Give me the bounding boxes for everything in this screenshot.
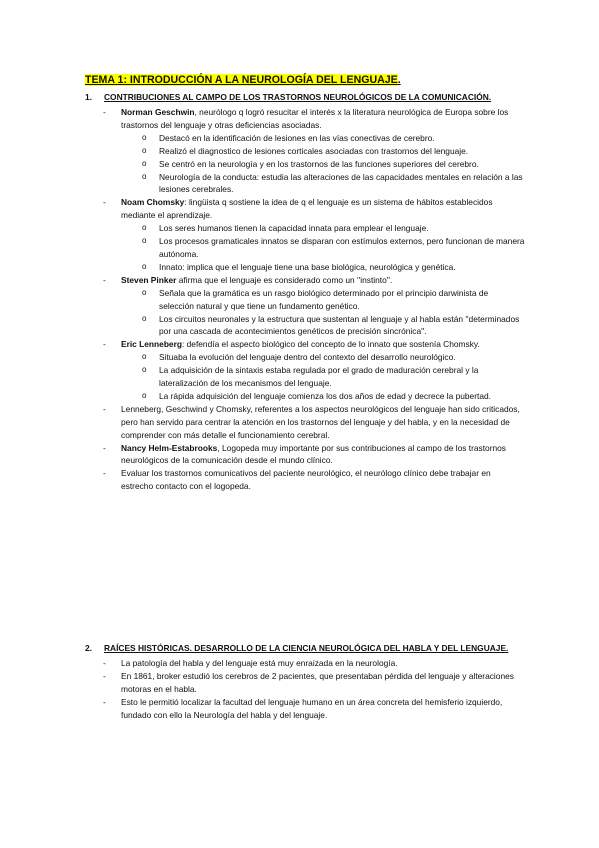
circle-bullet: o	[142, 171, 147, 181]
sub-item-text: La rápida adquisición del lenguaje comienza los dos años de edad y decrece la pubertad.	[159, 390, 491, 401]
list-item	[103, 338, 525, 351]
list-item-text	[121, 106, 525, 132]
sub-item-text: Neurología de la conducta: estudia las alteraciones de las capacidades mentales en relación a las lesiones cerebrales.	[159, 171, 523, 195]
dash-bullet: -	[103, 403, 106, 414]
sub-list-item	[142, 287, 525, 313]
dash-bullet: -	[103, 658, 106, 668]
list-item-text: Evaluar los trastornos comunicativos del paciente neurológico, el neurólogo clínico debe trabajar en estrecho contacto con el logopeda.	[121, 468, 491, 492]
circle-bullet: o	[142, 390, 147, 400]
sub-list-item	[142, 222, 525, 235]
person-name: Nancy Helm-Estabrooks	[121, 442, 218, 453]
dash-bullet: -	[103, 442, 106, 453]
section-heading	[85, 91, 525, 103]
sub-list-item	[142, 390, 525, 403]
circle-bullet: o	[142, 287, 147, 297]
sub-list-item	[142, 145, 525, 158]
document-title	[85, 74, 401, 86]
person-name: Noam Chomsky	[121, 197, 185, 208]
list-item	[103, 467, 525, 493]
person-name: Steven Pinker	[121, 274, 177, 285]
sub-item-text: Los procesos gramaticales innatos se disparan con estímulos externos, pero funcionan de manera autónoma.	[159, 236, 525, 259]
list-item	[103, 657, 525, 670]
circle-bullet: o	[142, 132, 147, 142]
sub-list-item	[142, 171, 525, 197]
item-description: : defendía el aspecto biológico del concepto de lo innato que sostenía Chomsky.	[181, 339, 480, 350]
list-item	[103, 274, 525, 287]
list-item	[103, 670, 525, 696]
circle-bullet: o	[142, 352, 147, 362]
sub-list-item	[142, 364, 525, 390]
list-item	[103, 442, 525, 468]
list-item-text	[121, 274, 525, 287]
sub-list-item	[142, 313, 525, 339]
list-item-text	[121, 196, 525, 222]
list-item	[103, 403, 525, 442]
list-item-text	[121, 338, 525, 351]
list-item	[103, 196, 525, 222]
list-item-text: Esto le permitió localizar la facultad del lenguaje humano en un área concreta del hemisferio izquierdo, fundado con ello la Neurología del habla y del lenguaje.	[121, 696, 503, 720]
person-name: Eric Lenneberg	[121, 339, 182, 350]
dash-bullet: -	[103, 696, 106, 707]
section-title: CONTRIBUCIONES AL CAMPO DE LOS TRASTORNOS NEUROLÓGICOS DE LA COMUNICACIÓN.	[104, 92, 492, 102]
circle-bullet: o	[142, 145, 147, 155]
item-description: : lingüista q sostiene la idea de q el lenguaje es un sistema de hábitos establecidos mediante el aprendizaje.	[121, 197, 493, 221]
dash-bullet: -	[103, 107, 106, 117]
item-description: afirma que el lenguaje es considerado como un ''instinto''.	[176, 274, 393, 285]
circle-bullet: o	[142, 261, 147, 271]
section-heading	[85, 642, 525, 654]
list-item-text	[121, 442, 525, 468]
dash-bullet: -	[103, 339, 106, 350]
section-number: 2.	[85, 643, 92, 653]
section-1	[85, 91, 525, 493]
item-description: , Logopeda muy importante por sus contribuciones al campo de los trastornos neurológicos de la comunicación desde el mundo clínico.	[121, 442, 506, 466]
sub-list-item	[142, 235, 525, 261]
list-item-text: La patología del habla y del lenguaje está muy enraizada en la neurología.	[121, 658, 398, 668]
sub-item-text: Innato: implica que el lenguaje tiene una base biológica, neurológica y genética.	[159, 261, 456, 272]
circle-bullet: o	[142, 158, 147, 168]
circle-bullet: o	[142, 365, 147, 375]
sub-list-item	[142, 158, 525, 171]
person-name: Norman Geschwin	[121, 107, 195, 117]
list-item-text: Lenneberg, Geschwind y Chomsky, referentes a los aspectos neurológicos del lenguaje han sido criticados, pero han servido para centrar la atención en los trastornos del lenguaje y del habla, y en la necesidad de comprender con más detalle el funcionamiento cerebral.	[121, 403, 520, 440]
sub-item-text: Se centró en la neurología y en los trastornos de las funciones superiores del cerebro.	[159, 158, 479, 169]
list-item-text: En 1861, broker estudió los cerebros de 2 pacientes, que presentaban pérdida del lenguaje y alteraciones motoras en el habla.	[121, 670, 514, 694]
sub-item-text: Destacó en la identificación de lesiones en las vías conectivas de cerebro.	[159, 132, 435, 143]
sub-list-item	[142, 132, 525, 145]
item-description: , neurólogo q logró resucitar el interés x la literatura neurológica de Europa sobre los trastornos del lenguaje y otras deficiencias asociadas.	[121, 107, 509, 130]
section-title: RAÍCES HISTÓRICAS. DESARROLLO DE LA CIENCIA NEUROLÓGICA DEL HABLA Y DEL LENGUAJE.	[104, 643, 509, 653]
title-tail: .	[397, 74, 401, 86]
sub-item-text: Señala que la gramática es un rasgo biológico determinado por el principio darwinista de selección natural y que tiene un fundamento genético.	[159, 287, 489, 311]
section-2	[85, 642, 525, 722]
sub-item-text: Los circuitos neuronales y la estructura que sustentan al lenguaje y al habla están ''determinados por una cascada de acontecimientos genéticos de precisión sincrónica''.	[159, 313, 520, 337]
sub-list-item	[142, 351, 525, 364]
circle-bullet: o	[142, 313, 147, 323]
list-item	[103, 696, 525, 722]
section-number: 1.	[85, 92, 92, 102]
circle-bullet: o	[142, 236, 147, 246]
sub-item-text: Situaba la evolución del lenguaje dentro del contexto del desarrollo neurológico.	[159, 352, 456, 363]
sub-item-text: Los seres humanos tienen la capacidad innata para emplear el lenguaje.	[159, 223, 429, 234]
dash-bullet: -	[103, 274, 106, 285]
sub-list-item	[142, 261, 525, 274]
sub-item-text: La adquisición de la sintaxis estaba regulada por el grado de maduración cerebral y la lateralización de los mecanismos del lenguaje.	[159, 365, 479, 389]
list-item	[103, 106, 525, 132]
title-highlighted: TEMA 1: INTRODUCCIÓN A LA NEUROLOGÍA DEL LENGUAJE	[85, 74, 398, 86]
dash-bullet: -	[103, 670, 106, 681]
dash-bullet: -	[103, 197, 106, 208]
sub-item-text: Realizó el diagnostico de lesiones corticales asociadas con trastornos del lenguaje.	[159, 145, 469, 156]
circle-bullet: o	[142, 223, 147, 233]
dash-bullet: -	[103, 468, 106, 479]
